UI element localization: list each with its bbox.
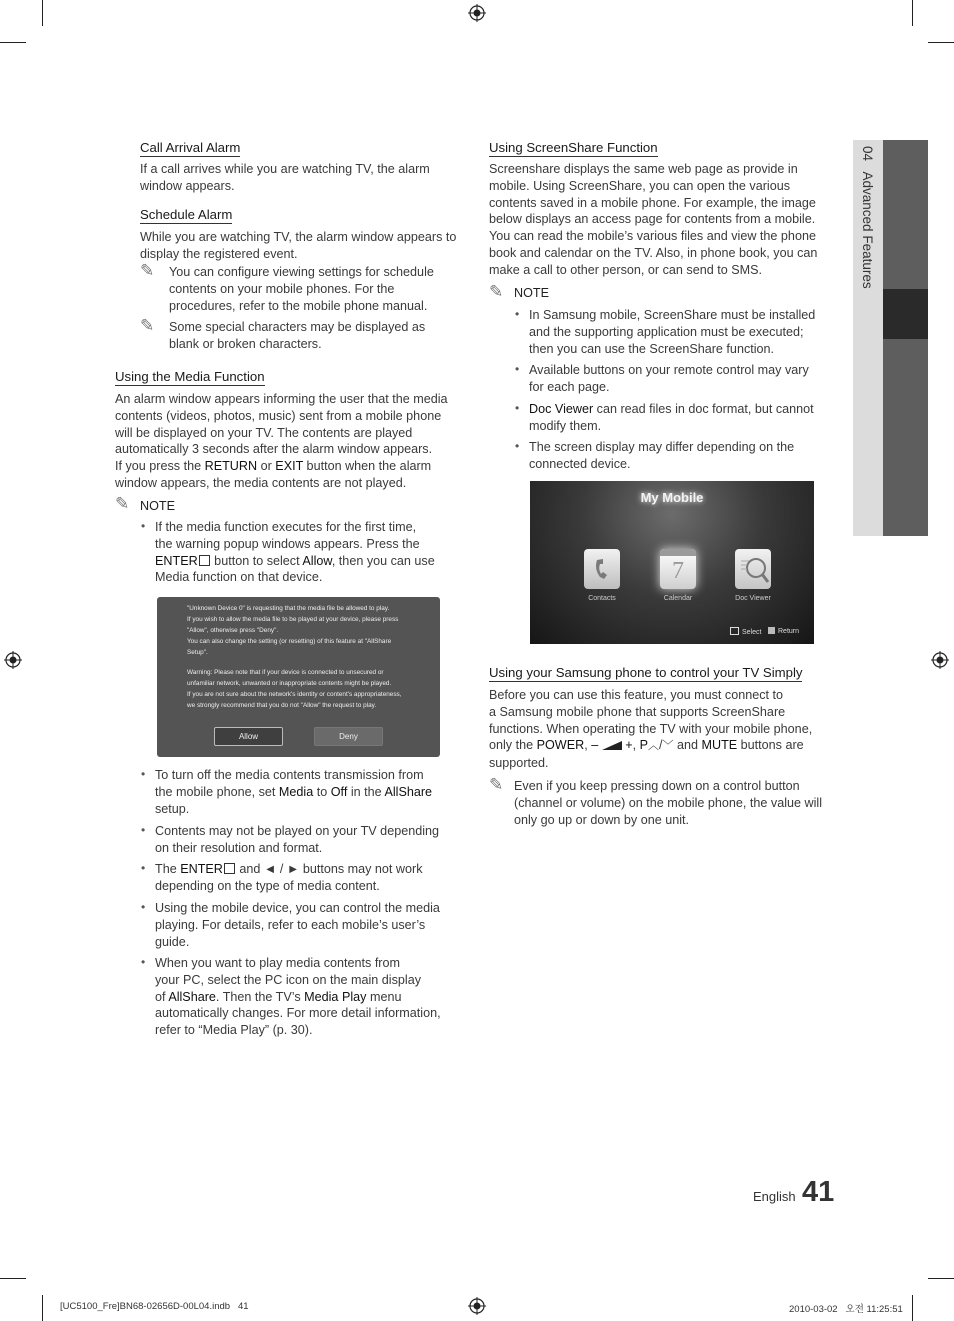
bullet-text: Using the mobile device, you can control the media playing. For details, refer to each mobile’s user’s guide.: [155, 901, 440, 949]
crop-mark: [42, 1295, 43, 1321]
samsung-phone-section: [489, 664, 849, 772]
note-pencil-icon: ✎: [115, 494, 130, 513]
note-pencil-icon: ✎: [140, 316, 155, 335]
bullet-text: Doc Viewer can read files in doc format, but cannot modify them.: [529, 402, 814, 433]
chapter-tab-label: 04 Advanced Features: [860, 146, 875, 289]
body-line: below displays an access page for contents from a mobile.: [489, 212, 816, 227]
note-pencil-icon: ✎: [489, 282, 504, 301]
language-label: English: [753, 1189, 796, 1204]
body-line: only the POWER, – +, P︿/﹀ and MUTE buttons are: [489, 738, 804, 753]
body-line: If you press the RETURN or EXIT button when the alarm: [115, 459, 432, 474]
body-line: mobile. Using ScreenShare, you can open the various: [489, 178, 791, 193]
popup-line: Warning: Please note that if your device is connected to unsecured or: [187, 669, 384, 676]
body-line: Screenshare displays the same web page as provide in: [489, 162, 798, 176]
body-line: will be displayed on your TV. The contents are played: [115, 425, 413, 440]
bullet-icon: •: [515, 362, 520, 376]
body-line: contents saved in a mobile phone. For example, the image: [489, 195, 816, 210]
crop-mark: [0, 42, 26, 43]
body-line: contents (videos, photos, music) sent from a mobile phone: [115, 408, 442, 423]
channel-up-icon: ︿: [647, 740, 659, 753]
bullet-icon: •: [141, 861, 146, 875]
file-info: [UC5100_Fre]BN68-02656D-00L04.indb 41: [60, 1301, 249, 1312]
page-number: 41: [802, 1176, 835, 1208]
bullet-text: When you want to play media contents from your PC, select the PC icon on the main display of AllShare. Then the TV’s Media Play menu automatically changes. For more detail information, refer to “Media Play” (p. 30).: [155, 956, 441, 1038]
my-mobile-screenshot: [530, 481, 814, 644]
crop-mark: [928, 42, 954, 43]
call-arrival-alarm-section: [140, 139, 470, 195]
body-line: window appears.: [140, 178, 235, 193]
bullet-icon: •: [515, 401, 520, 415]
crop-mark: [912, 0, 913, 26]
body-line: functions. When operating the TV with your mobile phone,: [489, 721, 813, 736]
note-text: [169, 319, 469, 353]
note-label: NOTE: [140, 499, 175, 513]
bullet-text: If the media function executes for the first time, the warning popup windows appears. Press the ENTER button to select Allow, then you can use Media function on that device.: [155, 520, 435, 585]
media-function-section: [115, 368, 475, 492]
popup-line: "Unknown Device 0" is requesting that the media file be allowed to play.: [187, 605, 390, 612]
section-heading: Using the Media Function: [115, 369, 265, 384]
return-icon: [768, 627, 775, 634]
body-line: supported.: [489, 756, 549, 771]
body-line: You can read the mobile’s various files and view the phone: [489, 229, 816, 244]
body-line: Before you can use this feature, you must connect to: [489, 688, 784, 702]
body-line: While you are watching TV, the alarm window appears to: [140, 230, 457, 244]
body-line: make a call to other person, or can send to SMS.: [489, 262, 763, 277]
note-line: Some special characters may be displayed as: [169, 320, 426, 334]
popup-line: If you wish to allow the media file to be played at your device, please press: [187, 616, 399, 623]
note-line: You can configure viewing settings for schedule: [169, 265, 434, 279]
section-heading: Using your Samsung phone to control your TV Simply: [489, 665, 803, 680]
bullet-icon: •: [141, 767, 146, 781]
note-line: Even if you keep pressing down on a control button: [514, 779, 800, 793]
section-heading: Call Arrival Alarm: [140, 140, 241, 155]
crop-mark: [0, 1278, 26, 1279]
bullet-icon: •: [141, 519, 146, 533]
contacts-icon[interactable]: [584, 549, 620, 589]
crop-mark: [42, 0, 43, 26]
body-line: window appears, the media contents are not played.: [115, 475, 407, 490]
popup-line: If you are not sure about the network's identity or content's appropriateness,: [187, 691, 402, 698]
body-line: automatically 3 seconds after the alarm window appears.: [115, 442, 433, 457]
enter-icon: [730, 627, 739, 635]
enter-icon: [224, 863, 235, 874]
calendar-label: Calendar: [663, 595, 693, 602]
bullet-icon: •: [141, 823, 146, 837]
schedule-alarm-section: [140, 206, 470, 263]
registration-mark-icon: [4, 651, 22, 669]
body-line: display the registered event.: [140, 246, 298, 261]
note-line: (channel or volume) on the mobile phone, the value will: [514, 795, 823, 810]
note-line: procedures, refer to the mobile phone manual.: [169, 298, 428, 313]
bullet-icon: •: [141, 955, 146, 969]
body-line: book and calendar on the TV. Also, in phone book, you can: [489, 245, 818, 260]
bullet-text: The ENTER and ◄ / ► buttons may not work depending on the type of media content.: [155, 862, 423, 893]
body-line: a Samsung mobile phone that supports ScreenShare: [489, 704, 786, 719]
section-heading: Using ScreenShare Function: [489, 140, 658, 155]
note-label: NOTE: [514, 286, 549, 300]
section-heading: Schedule Alarm: [140, 207, 233, 222]
note-pencil-icon: ✎: [489, 775, 504, 794]
screenshare-section: [489, 139, 844, 279]
deny-button[interactable]: Deny: [314, 727, 383, 746]
bullet-icon: •: [515, 307, 520, 321]
registration-mark-icon: [931, 651, 949, 669]
calendar-number: 7: [672, 558, 684, 584]
popup-line: "Allow", otherwise press "Deny".: [187, 627, 279, 634]
popup-line: unfamiliar network, unwanted or inappropriate contents might be played.: [187, 680, 392, 687]
bullet-text: Available buttons on your remote control may vary for each page.: [529, 363, 809, 394]
note-pencil-icon: ✎: [140, 261, 155, 280]
volume-icon: [602, 741, 622, 750]
bullet-icon: •: [515, 439, 520, 453]
body-line: An alarm window appears informing the user that the media: [115, 392, 448, 406]
select-hint: Select: [730, 627, 761, 636]
channel-down-icon: ﹀: [662, 740, 674, 753]
note-line: blank or broken characters.: [169, 336, 322, 351]
bullet-icon: •: [141, 900, 146, 914]
bullet-text: Contents may not be played on your TV depending on their resolution and format.: [155, 824, 440, 855]
doc-viewer-label: Doc Viewer: [735, 595, 771, 602]
note-line: only go up or down by one unit.: [514, 812, 690, 827]
body-line: If a call arrives while you are watching TV, the alarm: [140, 162, 430, 176]
bullet-text: The screen display may differ depending on the connected device.: [529, 440, 795, 471]
popup-line: You can also change the setting (or resetting) of this feature at "AllShare: [187, 638, 392, 645]
my-mobile-title: My Mobile: [640, 490, 704, 505]
note-text: [514, 778, 854, 828]
print-timestamp: 2010-03-02 오전 11:25:51: [789, 1304, 903, 1315]
crop-mark: [928, 1278, 954, 1279]
enter-icon: [199, 555, 210, 566]
allow-button[interactable]: Allow: [214, 727, 283, 746]
calendar-icon[interactable]: [660, 549, 696, 589]
registration-mark-icon: [468, 4, 486, 22]
contacts-label: Contacts: [588, 595, 616, 602]
note-line: contents on your mobile phones. For the: [169, 281, 395, 296]
bullet-text: To turn off the media contents transmission from the mobile phone, set Media to Off in the AllShare setup.: [155, 768, 433, 816]
bullet-text: In Samsung mobile, ScreenShare must be installed and the supporting application must be executed; then you can use the ScreenShare function.: [529, 308, 816, 356]
allow-popup-screenshot: [157, 597, 440, 757]
popup-line: Setup".: [187, 649, 208, 656]
note-text: [169, 264, 469, 314]
return-hint: Return: [768, 627, 799, 635]
popup-line: we strongly recommend that you do not "Allow" the request to play.: [187, 702, 377, 709]
doc-viewer-icon[interactable]: [735, 549, 771, 589]
crop-mark: [912, 1295, 913, 1321]
chapter-tab-marker: [883, 289, 928, 339]
registration-mark-icon: [468, 1297, 486, 1315]
